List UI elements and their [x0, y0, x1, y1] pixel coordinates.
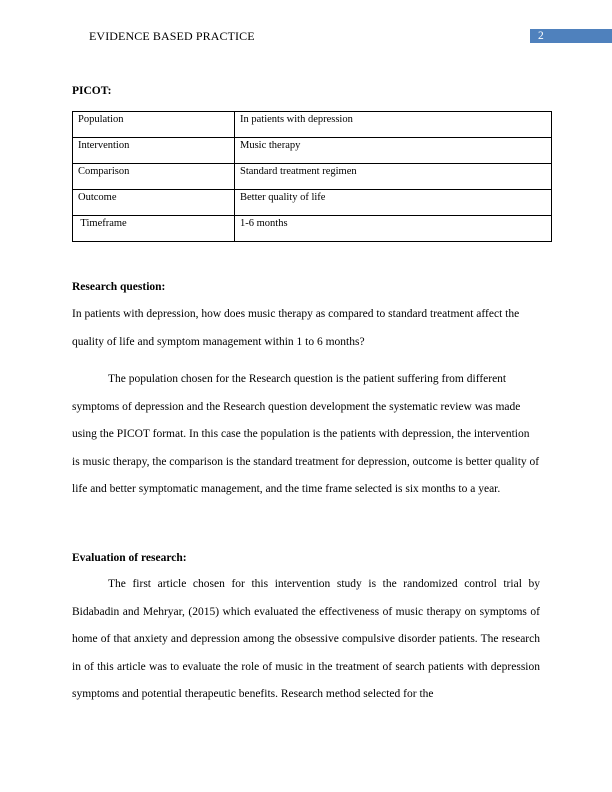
page-number: 2: [530, 29, 612, 43]
table-row: [73, 112, 552, 138]
picot-label-outcome: Outcome: [73, 190, 235, 216]
research-question-heading: Research question:: [72, 281, 166, 293]
running-head: EVIDENCE BASED PRACTICE: [89, 29, 255, 43]
table-row: [73, 164, 552, 190]
evaluation-heading: Evaluation of research:: [72, 552, 187, 564]
picot-value-outcome: Better quality of life: [235, 190, 552, 216]
table-row: [73, 138, 552, 164]
table-row: [73, 190, 552, 216]
picot-value-timeframe: 1-6 months: [235, 216, 552, 242]
picot-label-timeframe: Timeframe: [73, 216, 235, 242]
picot-value-comparison: Standard treatment regimen: [235, 164, 552, 190]
picot-label-comparison: Comparison: [73, 164, 235, 190]
picot-table: [72, 111, 552, 242]
table-row: [73, 216, 552, 242]
picot-value-population: In patients with depression: [235, 112, 552, 138]
population-paragraph: The population chosen for the Research question is the patient suffering from different symptoms of depression and the Research question development the systematic review was made using the PICOT format. In this case the population is the patients with depression, the intervention is music therapy, the comparison is the standard treatment for depression, outcome is better quality of life and better symptomatic management, and the time frame selected is six months to a year.: [72, 373, 540, 496]
picot-label-intervention: Intervention: [73, 138, 235, 164]
research-question-text: In patients with depression, how does music therapy as compared to standard treatment affect the quality of life and symptom management within 1 to 6 months?: [72, 308, 520, 348]
picot-heading: PICOT:: [72, 85, 112, 97]
picot-label-population: Population: [73, 112, 235, 138]
evaluation-paragraph: The first article chosen for this intervention study is the randomized control trial by Bidabadin and Mehryar, (2015) which evaluated the effectiveness of music therapy on symptoms of home of that anxiety and depression among the obsessive compulsive disorder patients. The research in of this article was to evaluate the role of music in the treatment of search patients with depression symptoms and potential therapeutic benefits. Research method selected for the: [72, 578, 540, 701]
picot-value-intervention: Music therapy: [235, 138, 552, 164]
